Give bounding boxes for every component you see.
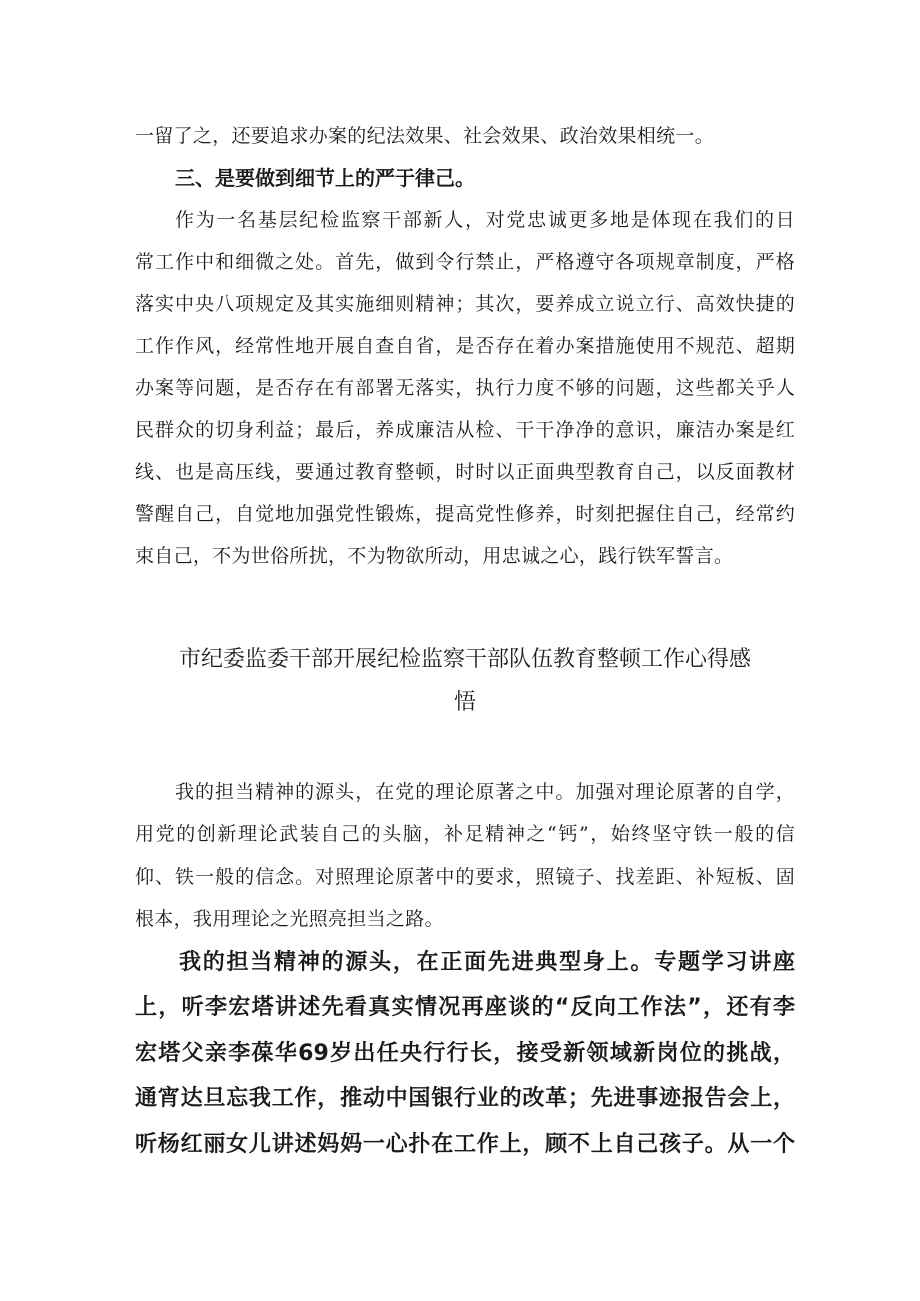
section-heading: 三、是要做到细节上的严于律己。 [175, 166, 475, 190]
article-title-line-1: 市纪委监委干部开展纪检监察干部队伍教育整顿工作心得感 [178, 647, 751, 672]
text-line: 宏塔父亲李葆华69岁出任央行行长，接受新领域新岗位的挑战， [135, 1041, 795, 1066]
paragraph-tail-line: 一留了之，还要追求办案的纪法效果、社会效果、政治效果相统一。 [135, 125, 715, 147]
article-title-line-2: 悟 [453, 690, 476, 715]
text-line: 线、也是高压线，要通过教育整顿，时时以正面典型教育自己，以反面教材 [135, 461, 795, 483]
text-line: 工作作风，经常性地开展自查自省，是否存在着办案措施使用不规范、超期 [135, 335, 795, 357]
text-line: 仰、铁一般的信念。对照理论原著中的要求，照镜子、找差距、补短板、固 [135, 866, 795, 888]
text-line: 根本，我用理论之光照亮担当之路。 [135, 908, 444, 930]
text-line: 办案等问题，是否存在有部署无落实，执行力度不够的问题，这些都关乎人 [135, 377, 795, 399]
text-line: 上，听李宏塔讲述先看真实情况再座谈的“反向工作法”，还有李 [135, 995, 795, 1020]
text-line: 常工作中和细微之处。首先，做到令行禁止，严格遵守各项规章制度，严格 [135, 251, 795, 273]
text-line: 我的担当精神的源头，在党的理论原著之中。加强对理论原著的自学， [175, 781, 795, 803]
text-line: 落实中央八项规定及其实施细则精神；其次，要养成立说立行、高效快捷的 [135, 293, 795, 315]
text-line: 我的担当精神的源头，在正面先进典型身上。专题学习讲座 [179, 950, 795, 975]
text-line: 通宵达旦忘我工作，推动中国银行业的改革；先进事迹报告会上， [135, 1086, 795, 1111]
text-line: 警醒自己，自觉地加强党性锻炼，提高党性修养，时刻把握住自己，经常约 [135, 503, 795, 525]
text-line: 用党的创新理论武装自己的头脑，补足精神之“钙”，始终坚守铁一般的信 [135, 823, 795, 845]
text-line: 作为一名基层纪检监察干部新人，对党忠诚更多地是体现在我们的日 [175, 209, 795, 231]
text-line: 民群众的切身利益；最后，养成廉洁从检、干干净净的意识，廉洁办案是红 [135, 419, 795, 441]
text-line: 束自己，不为世俗所扰，不为物欲所动，用忠诚之心，践行铁军誓言。 [135, 545, 734, 567]
text-line: 听杨红丽女儿讲述妈妈一心扑在工作上，顾不上自己孩子。从一个 [135, 1132, 795, 1157]
